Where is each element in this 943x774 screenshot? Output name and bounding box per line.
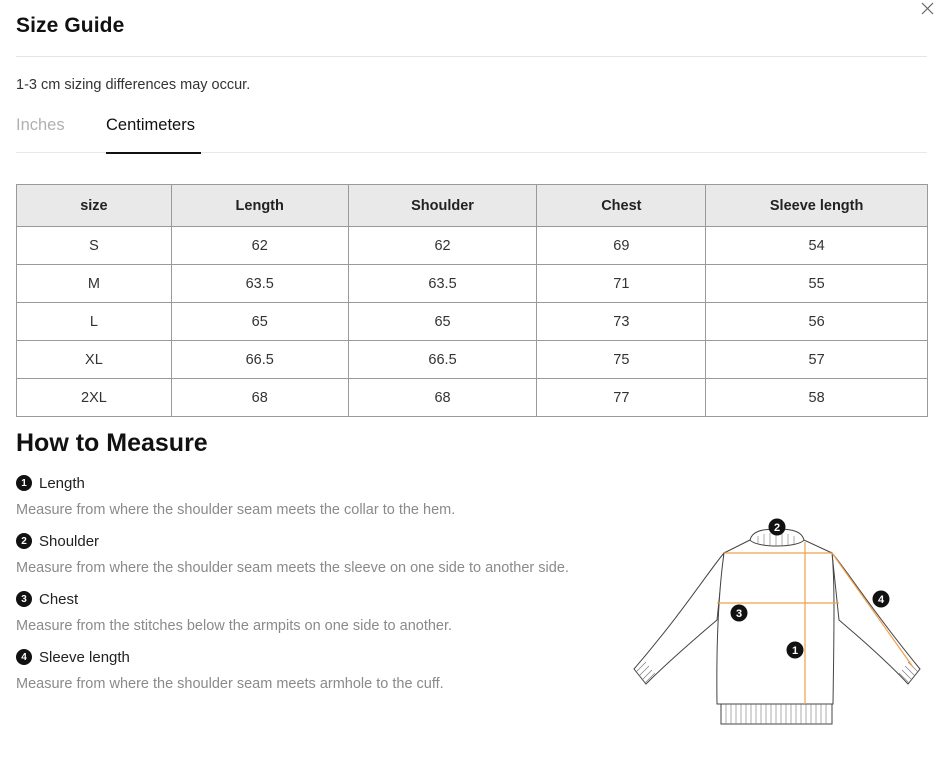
column-header-chest: Chest [537,185,706,227]
table-cell: M [17,265,172,303]
marker-2: 2 [773,522,781,534]
tab-inches[interactable]: Inches [16,116,65,134]
table-cell: 66.5 [171,341,348,379]
table-cell: 2XL [17,379,172,417]
table-row [17,227,928,265]
table-cell: 63.5 [348,265,537,303]
measure-item-chest [16,589,452,634]
table-cell: XL [17,341,172,379]
table-header-row [17,185,928,227]
measure-description: Measure from the stitches below the armpits on one side to another. [16,618,453,634]
table-cell: 66.5 [348,341,537,379]
table-cell: 57 [706,341,928,379]
number-3-icon: 3 [16,591,32,607]
measure-description: Measure from where the shoulder seam meets the sleeve on one side to another side. [16,560,569,576]
sweater-measurement-illustration [628,512,928,730]
table-cell: L [17,303,172,341]
unit-tabs [16,106,927,153]
table-row [17,303,928,341]
table-cell: 55 [706,265,928,303]
table-cell: 71 [537,265,706,303]
column-header-shoulder: Shoulder [348,185,537,227]
number-2-icon: 2 [16,533,32,549]
table-cell: 54 [706,227,928,265]
measure-description: Measure from where the shoulder seam meets armhole to the cuff. [16,676,444,692]
measure-description: Measure from where the shoulder seam meets the collar to the hem. [16,502,456,518]
measure-item-shoulder [16,531,569,576]
column-header-length: Length [171,185,348,227]
table-cell: 77 [537,379,706,417]
column-header-sleeve-length: Sleeve length [706,185,928,227]
sweater-illustration-icon [628,512,928,730]
modal-title: Size Guide [16,14,125,37]
table-cell: 68 [171,379,348,417]
table-cell: 62 [171,227,348,265]
measure-item-length [16,473,455,518]
sizing-note: 1-3 cm sizing differences may occur. [16,77,251,93]
table-cell: 65 [348,303,537,341]
how-to-measure-title: How to Measure [16,429,208,457]
table-row [17,341,928,379]
header-divider [16,56,927,57]
table-cell: 75 [537,341,706,379]
table-cell: S [17,227,172,265]
table-cell: 68 [348,379,537,417]
table-cell: 56 [706,303,928,341]
measure-label: Sleeve length [39,648,130,666]
table-row [17,265,928,303]
tab-centimeters[interactable]: Centimeters [106,116,201,153]
number-1-icon: 1 [16,475,32,491]
table-cell: 65 [171,303,348,341]
measure-label: Chest [39,590,79,608]
table-cell: 73 [537,303,706,341]
marker-3: 3 [735,608,743,620]
table-row [17,379,928,417]
number-4-icon: 4 [16,649,32,665]
table-cell: 69 [537,227,706,265]
close-icon[interactable] [918,0,938,20]
size-table [16,184,928,417]
column-header-size: size [17,185,172,227]
measure-label: Shoulder [39,532,100,550]
table-cell: 62 [348,227,537,265]
marker-1: 1 [791,645,799,657]
measure-label: Length [39,474,85,492]
table-cell: 58 [706,379,928,417]
measure-item-sleeve-length [16,647,444,692]
marker-4: 4 [877,594,885,606]
close-button[interactable] [918,0,938,20]
table-cell: 63.5 [171,265,348,303]
